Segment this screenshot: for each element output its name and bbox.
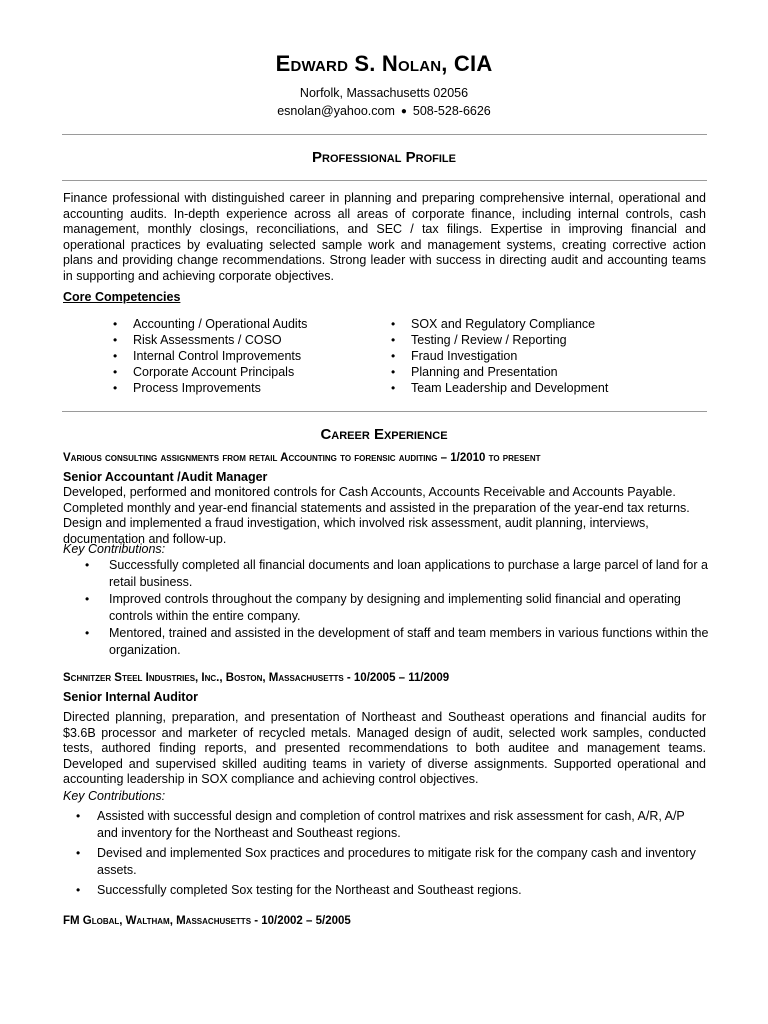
competencies-right-list — [391, 316, 608, 396]
list-item: • SOX and Regulatory Compliance — [391, 316, 608, 332]
list-item: • Process Improvements — [113, 380, 307, 396]
list-item: • Fraud Investigation — [391, 348, 608, 364]
phone: 508-528-6626 — [412, 104, 491, 118]
list-item: • Assisted with successful design and completion of control matrixes and risk assessment for cash, A/R, A/P and inventory for the Northeast and Southeast regions. — [97, 808, 697, 842]
contact-line — [0, 104, 768, 118]
list-item: • Mentored, trained and assisted in the development of staff and team members in various functions within the organization. — [109, 625, 709, 659]
divider — [62, 411, 707, 412]
location: Norfolk, Massachusetts 02056 — [299, 86, 469, 100]
list-item: • Team Leadership and Development — [391, 380, 608, 396]
job-description: Developed, performed and monitored controls for Cash Accounts, Accounts Receivable and Accounts Payable. Completed monthly and year-end financial statements and assisted in the preparation of the year-end tax returns. Design and implemented a fraud investigation, which involved risk assessment, audit planning, interviews, documentation and follow-up. — [63, 485, 690, 546]
job-description: Directed planning, preparation, and presentation of Northeast and Southeast operations and financial audits for $3.6B processor and marketer of recycled metals. Managed design of audit, selected work samples, conducted tests, authored finding reports, and presented recommendations to both auditee and management teams. Developed and supervised skilled auditing teams in variety of diverse assignments. Supported operational and accounting leadership in SOX compliance and achieving control objectives. — [63, 710, 706, 786]
profile-title: Professional Profile — [312, 149, 456, 166]
list-item: • Improved controls throughout the company by designing and implementing solid financial and operating controls within the entire company. — [109, 591, 709, 625]
key-contributions-label: Key Contributions: — [63, 789, 166, 803]
contributions-list — [97, 808, 697, 899]
email: esnolan@yahoo.com — [277, 104, 395, 118]
job-heading: FM Global, Waltham, Massachusetts - 10/2002 – 5/2005 — [63, 915, 351, 927]
list-item: • Testing / Review / Reporting — [391, 332, 608, 348]
list-item: • Planning and Presentation — [391, 364, 608, 380]
job-heading: Schnitzer Steel Industries, Inc., Boston, Massachusetts - 10/2005 – 11/2009 — [63, 672, 450, 684]
job-heading: Various consulting assignments from retail Accounting to forensic auditing – 1/2010 to present — [63, 452, 541, 464]
list-item: • Successfully completed Sox testing for the Northeast and Southeast regions. — [97, 882, 697, 899]
profile-summary: Finance professional with distinguished career in planning and preparing comprehensive internal, operational and accounting audits. In-depth experience across all areas of corporate finance, including internal controls, cash management, monthly closings, reconciliations, and SEC / tax filings. Expertise in improving financial and operational practices by evaluating selected sample work and management systems, creating corrective action plans and providing change recommendations. Strong leader with success in directing audit and accounting teams in supporting and achieving corporate objectives. — [63, 191, 706, 283]
key-contributions-label: Key Contributions: — [63, 542, 166, 556]
contributions-list — [109, 557, 709, 659]
competencies-left-list — [113, 316, 307, 396]
divider — [62, 180, 707, 181]
list-item: • Devised and implemented Sox practices and procedures to mitigate risk for the company cash and inventory assets. — [97, 845, 697, 879]
list-item: • Accounting / Operational Audits — [113, 316, 307, 332]
list-item: • Internal Control Improvements — [113, 348, 307, 364]
list-item: • Risk Assessments / COSO — [113, 332, 307, 348]
job-role: Senior Internal Auditor — [63, 690, 198, 704]
divider — [62, 134, 707, 135]
competencies-heading: Core Competencies — [63, 290, 181, 304]
list-item: • Corporate Account Principals — [113, 364, 307, 380]
candidate-name: Edward S. Nolan, CIA — [275, 51, 493, 76]
separator-bullet-icon: ● — [400, 106, 407, 117]
job-role: Senior Accountant /Audit Manager — [63, 470, 268, 484]
career-title: Career Experience — [320, 426, 448, 443]
list-item: • Successfully completed all financial documents and loan applications to purchase a large parcel of land for a retail business. — [109, 557, 709, 591]
